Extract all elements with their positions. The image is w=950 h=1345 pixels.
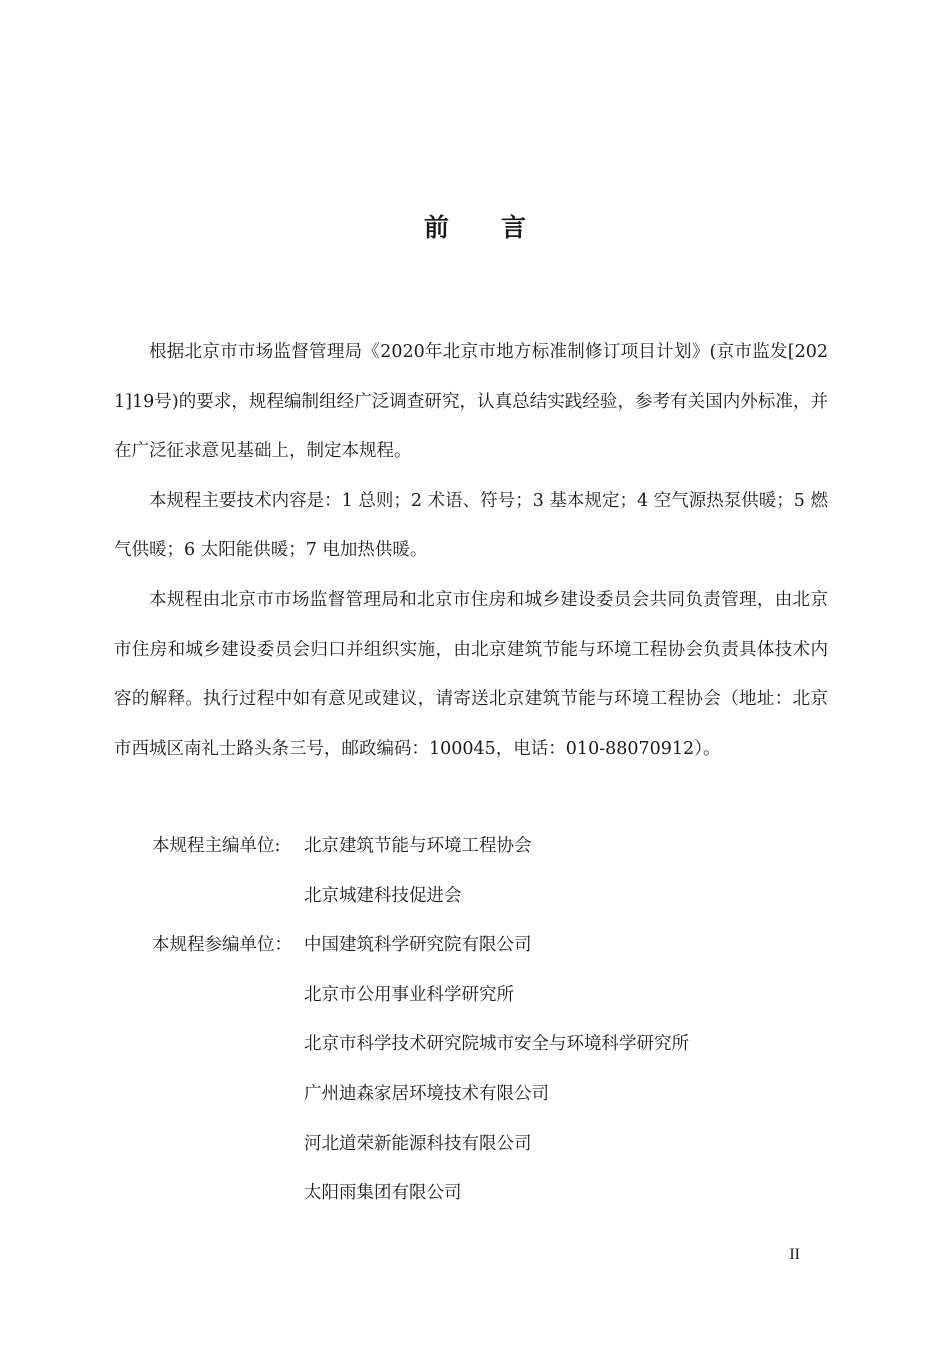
participating-editor-row [152,1120,832,1170]
preface-paragraph-2: 本规程主要技术内容是：1 总则；2 术语、符号；3 基本规定；4 空气源热泵供暖；5 燃气供暖；6 太阳能供暖；7 电加热供暖。 [114,490,828,561]
participating-editor-unit: 中国建筑科学研究院有限公司 [304,935,532,956]
page-number: II [789,1246,800,1263]
participating-editor-row [152,921,832,971]
participating-editor-row [152,1020,832,1070]
chief-editor-row [152,872,832,922]
preface-body [114,328,828,774]
participating-editor-label: 本规程参编单位： [152,935,292,956]
preface-paragraph-1: 根据北京市市场监督管理局《2020年北京市地方标准制修订项目计划》(京市监发[2021]19号)的要求，规程编制组经广泛调查研究，认真总结实践经验，参考有关国内外标准，并在广泛征求意见基础上，制定本规程。 [114,342,828,462]
participating-editor-unit: 广州迪森家居环境技术有限公司 [304,1083,549,1104]
participating-editor-unit: 北京市公用事业科学研究所 [304,984,514,1005]
chief-editor-unit: 北京城建科技促进会 [304,885,462,906]
title-char-2: 言 [501,213,527,242]
preface-paragraph-3: 本规程由北京市市场监督管理局和北京市住房和城乡建设委员会共同负责管理，由北京市住房和城乡建设委员会归口并组织实施，由北京建筑节能与环境工程协会负责具体技术内容的解释。执行过程中如有意见或建议，请寄送北京建筑节能与环境工程协会（地址：北京市西城区南礼士路头条三号，邮政编码：100045，电话：010-88070912）。 [114,589,828,759]
participating-editor-unit: 太阳雨集团有限公司 [304,1183,462,1204]
title-char-1: 前 [423,213,449,242]
chief-editor-unit: 北京建筑节能与环境工程协会 [304,836,532,856]
chief-editor-label: 本规程主编单位: [152,836,281,856]
chief-editor-row [152,822,832,872]
participating-editor-row [152,971,832,1021]
page-title [0,208,950,244]
participating-editor-row [152,1070,832,1120]
participating-editor-unit: 北京市科学技术研究院城市安全与环境科学研究所 [304,1034,689,1055]
editing-units [152,822,832,1219]
participating-editor-unit: 河北道荣新能源科技有限公司 [304,1133,532,1154]
participating-editor-row [152,1169,832,1219]
